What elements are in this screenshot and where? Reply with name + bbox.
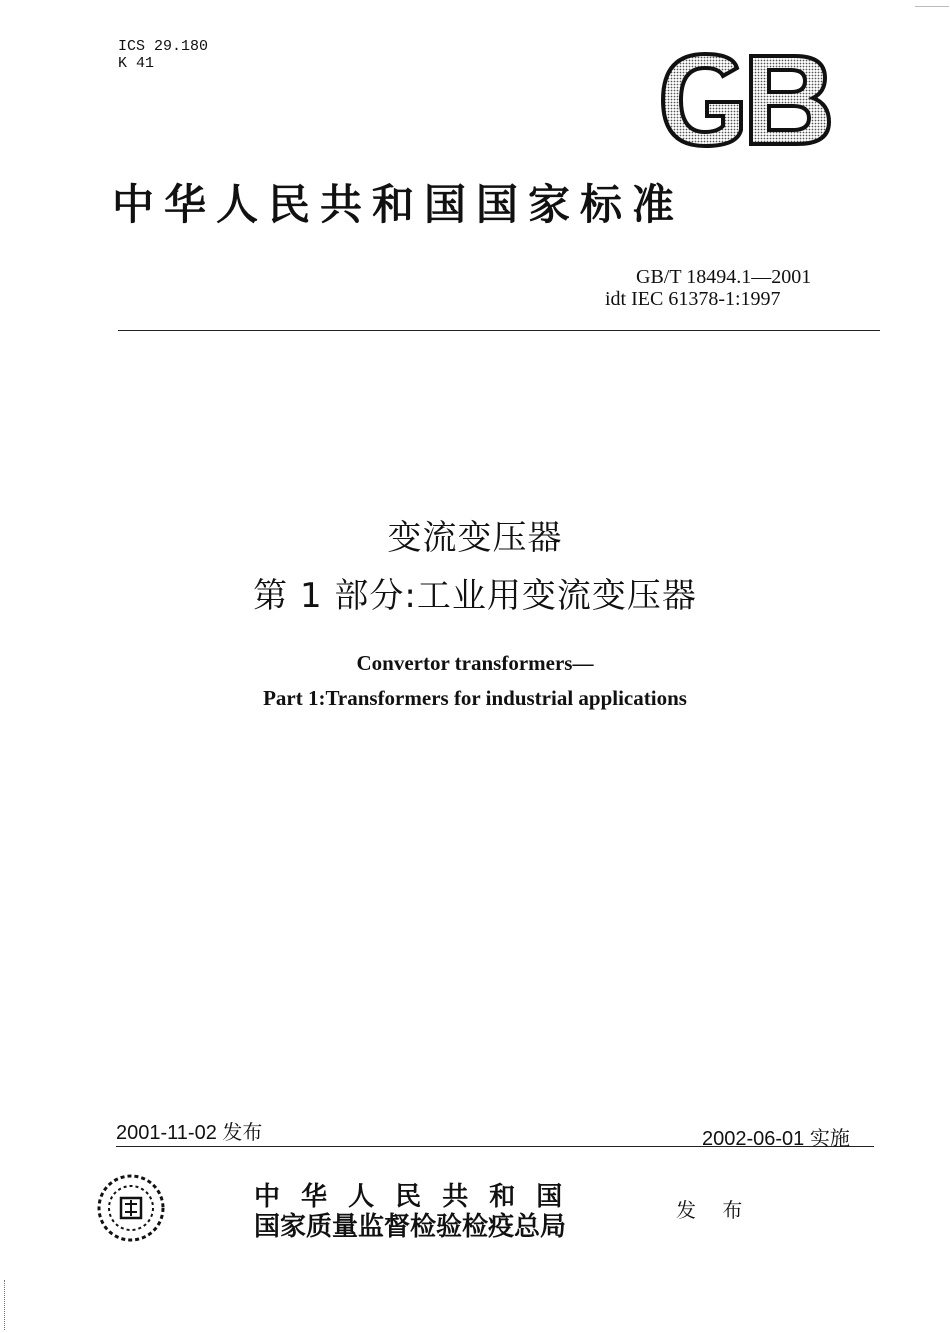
standard-equivalence: idt IEC 61378-1:1997 [605,288,781,310]
scan-corner-mark [915,6,949,7]
scan-edge-marks [4,1280,9,1330]
footer-divider [116,1146,874,1147]
category-code: K 41 [118,55,155,72]
standard-number: GB/T 18494.1—2001 [636,266,812,288]
official-seal-icon [95,1172,167,1244]
ics-code: ICS 29.180 [118,38,209,55]
title-en-main: Convertor transformers— [356,651,594,675]
national-standard-title: 中华人民共和国国家标准 [112,180,685,229]
title-cn-part: 第 1 部分:工业用变流变压器 [253,576,697,616]
publisher-line1: 中 华 人 民 共 和 国 [254,1182,569,1212]
title-cn-main: 变流变压器 [387,518,563,558]
header-divider [118,330,880,331]
publish-verb: 发 布 [676,1198,753,1222]
title-en-part: Part 1:Transformers for industrial applications [263,686,687,710]
implementation-date: 2002-06-01 实施 [702,1128,850,1150]
gb-logo [655,50,833,150]
issue-date: 2001-11-02 发布 [116,1122,263,1144]
publisher-line2: 国家质量监督检验检疫总局 [254,1212,567,1242]
